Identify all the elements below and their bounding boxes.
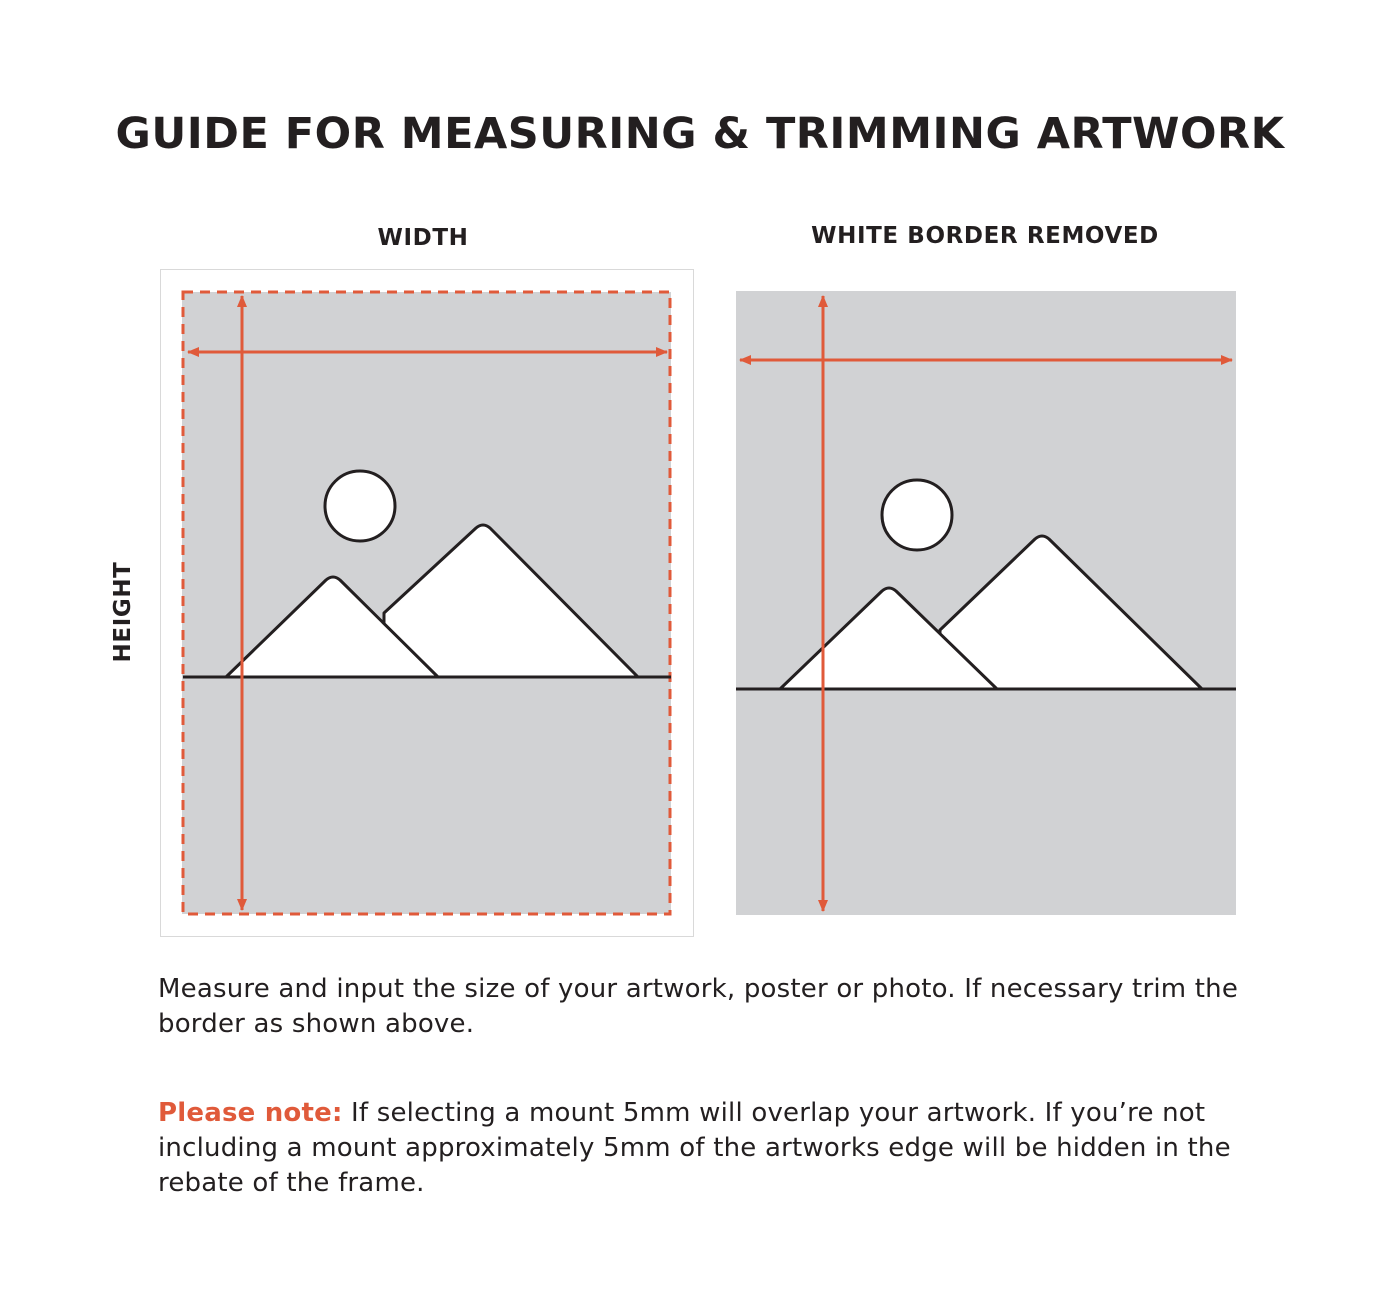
artwork-with-border (161, 270, 694, 937)
artwork-border-removed (736, 291, 1236, 915)
note-label: Please note: (158, 1098, 343, 1128)
mount-note (158, 1096, 1278, 1201)
height-label: HEIGHT (110, 561, 136, 663)
sun-icon (325, 471, 395, 541)
measure-instructions: Measure and input the size of your artwork, poster or photo. If necessary trim the border as shown above. (158, 974, 1239, 1039)
note-text: If selecting a mount 5mm will overlap your artwork. If you’re not including a mount approximately 5mm of the artworks edge will be hidden in the rebate of the frame. (158, 1098, 1231, 1198)
width-label: WIDTH (377, 225, 469, 251)
sun-icon (882, 480, 952, 550)
white-border-removed-label: WHITE BORDER REMOVED (811, 223, 1159, 249)
page-title: GUIDE FOR MEASURING & TRIMMING ARTWORK (115, 109, 1285, 159)
